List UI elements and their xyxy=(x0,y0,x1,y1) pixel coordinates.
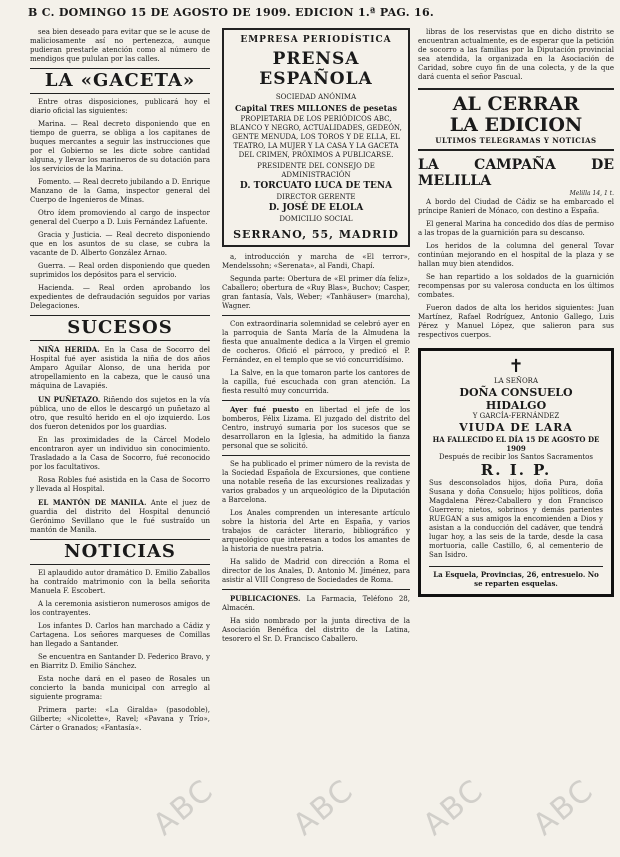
article-paragraph: a, introducción y marcha de «El terror», Mendelssohn; «Serenata», al Fandi, Chapí. xyxy=(222,253,410,270)
column-middle xyxy=(222,28,410,848)
article-paragraph: Ha salido de Madrid con dirección a Roma el director de los Anales, D. Antonio M. Jiménez, para asistir al VIII Congreso de Sociedades de Roma. xyxy=(222,558,410,584)
noticia-item: Esta noche dará en el paseo de Rosales un concierto la banda municipal con arreglo al siguiente programa: xyxy=(30,675,210,701)
divider xyxy=(222,400,410,401)
article-paragraph: Segunda parte: Obertura de «El primer día feliz», Caballero; obertura de «Ruy Blas», Buchov; Casper, gran fantasía, Vals, Weber; «Tanhäuser» (marcha), Wagner. xyxy=(222,275,410,310)
noticia-item: Los infantes D. Carlos han marchado a Cádiz y Cartagena. Los señores marqueses de Comillas han llegado a Santander. xyxy=(30,622,210,648)
gaceta-item: Hacienda. — Real orden aprobando los expedientes de defraudación seguidos por varias Delegaciones. xyxy=(30,284,210,310)
ad-director-name: D. JOSÉ DE ELOLA xyxy=(268,203,364,213)
ad-line: DIRECTOR GERENTE xyxy=(276,193,356,201)
suceso-lead: EL MANTÓN DE MANILA. xyxy=(38,498,147,507)
article-paragraph: Se ha publicado el primer número de la revista de la Sociedad Española de Excursiones, que contiene una notable reseña de las excursiones realizadas y varios grabados y un arqueológico de la Diputación a Barcelona. xyxy=(222,460,410,504)
column-left xyxy=(30,28,210,848)
noticia-item: Se encuentra en Santander D. Federico Bravo, y en Biarritz D. Emilio Sánchez. xyxy=(30,653,210,670)
banner-line-1: AL CERRAR xyxy=(452,93,580,115)
article-paragraph: Los Anales comprenden un interesante artículo sobre la historia del Arte en España, y varios trabajos de carácter literario, bibliográfico y arqueológico que interesan a todos los amantes de la historia de nuestra patria. xyxy=(222,509,410,553)
obituary-line: LA SEÑORA xyxy=(493,377,539,385)
article-paragraph: Con extraordinaria solemnidad se celebró ayer en la parroquia de Santa María de la Almudena la fiesta que anualmente dedica a la Virgen el gremio de cocheros. Ofició el párroco, y predicó el P. Fernández, en el templo que se vió concurridísimo. xyxy=(222,320,410,364)
obituary-date: HA FALLECIDO EL DÍA 15 DE AGOSTO DE 1909 xyxy=(432,435,600,453)
noticia-item: A la ceremonia asistieron numerosos amigos de los contrayentes. xyxy=(30,600,210,617)
article-paragraph: Los heridos de la columna del general Tovar continúan mejorando en el hospital de la plaza y se hallan muy bien atendidos. xyxy=(418,242,614,268)
prensa-espanola-ad xyxy=(222,28,410,247)
suceso-item: Rosa Robles fué asistida en la Casa de Socorro y llevada al Hospital. xyxy=(30,476,210,493)
article-paragraph: El general Marina ha concedido dos días de permiso a las tropas de la guarnición para su descanso. xyxy=(418,220,614,237)
noticia-item: El aplaudido autor dramático D. Emilio Zaballos ha contraído matrimonio con la bella señorita Manuela F. Escobert. xyxy=(30,569,210,595)
suceso-lead: UN PUÑETAZO. xyxy=(38,395,101,404)
banner-line-2: LA EDICION xyxy=(449,114,583,136)
gaceta-item: Fomento. — Real decreto jubilando a D. Enrique Manzano de la Gama, inspector general del Cuerpo de Ingenieros de Minas. xyxy=(30,178,210,204)
suceso-item: EL MANTÓN DE MANILA. Ante el juez de guardia del distrito del Hospital denunció Gerónimo Sevillano que le fué sustraído un mantón de Manila. xyxy=(30,498,210,534)
obituary-line: Después de recibir los Santos Sacramentos xyxy=(439,453,593,461)
article-paragraph: A bordo del Ciudad de Cádiz se ha embarcado el príncipe Ranieri de Mónaco, con destino a España. xyxy=(418,198,614,215)
melilla-heading: LA CAMPAÑA DE MELILLA xyxy=(418,157,614,189)
sucesos-heading: SUCESOS xyxy=(30,315,210,341)
obituary-body: Sus desconsolados hijos, doña Pura, doña Susana y doña Consuelo; hijos políticos, doña Magdalena Pérez-Caballero y don Francisco Guerrero; nietos, sobrinos y demás parientes RUEGAN a sus amigos la encomienden a Dios y asistan a la conducción del cadáver, que tendrá lugar hoy, a las seis de la tarde, desde la casa mortuoria, calle Castillo, 6, al cementerio de San Isidro. xyxy=(429,479,603,559)
ad-kicker: EMPRESA PERIODÍSTICA xyxy=(240,35,392,45)
dateline: Melilla 14, 1 t. xyxy=(569,190,614,197)
ad-title: PRENSA ESPAÑOLA xyxy=(259,49,373,89)
ad-line: PRESIDENTE DEL CONSEJO DE ADMINISTRACIÓN xyxy=(257,162,375,179)
banner-subtitle: ULTIMOS TELEGRAMAS Y NOTICIAS xyxy=(435,136,597,145)
article-paragraph: PUBLICACIONES. La Farmacia, Teléfono 28, Almacén. xyxy=(222,594,410,612)
article-paragraph: Ha sido nombrado por la junta directiva de la Asociación Benéfica del distrito de la Latina, tesorero el Sr. D. Francisco Caballero. xyxy=(222,617,410,643)
gaceta-item: Gracia y Justicia. — Real decreto disponiendo que en los asuntos de su clase, se cubra la vacante de D. Alberto González Arnao. xyxy=(30,231,210,257)
watermark: ABC xyxy=(146,772,221,843)
gaceta-lead: Entre otras disposiciones, publicará hoy el diario oficial las siguientes: xyxy=(30,98,210,115)
suceso-item: En las proximidades de la Cárcel Modelo encontraron ayer un individuo sin conocimiento. Trasladado a la Casa de Socorro, fué reconocido por los facultativos. xyxy=(30,436,210,471)
obituary-notice xyxy=(418,348,614,597)
cross-icon: ✝ xyxy=(508,356,524,377)
noticia-item: Primera parte: «La Giralda» (pasodoble), Gilberte; «Nicolette», Ravel; «Pavana y Trío», Cárter o Granados; «Fantasía». xyxy=(30,706,210,732)
noticias-heading: NOTICIAS xyxy=(30,539,210,565)
ad-line: PROPIETARIA DE LOS PERIÓDICOS ABC, BLANCO Y NEGRO, ACTUALIDADES, GEDEÓN, GENTE MENUDA, LOS TOROS Y DE ELLA, EL TEATRO, LA MUJER Y LA CASA Y LA GACETA DEL CRIMEN, PRÓXIMOS A PUBLICARSE. xyxy=(230,115,402,159)
page-header: B C. DOMINGO 15 DE AGOSTO DE 1909. EDICION 1.ª PAG. 16. xyxy=(28,6,435,19)
gaceta-item: Guerra. — Real orden disponiendo que queden suprimidos los depósitos para el servicio. xyxy=(30,262,210,279)
intro-paragraph: sea bien deseado para evitar que se le acuse de maliciosamente así no pertenezca, aunque pudieran prestarle atención como al número de mendigos que pululan por las calles. xyxy=(30,28,210,63)
divider xyxy=(222,589,410,590)
watermark: ABC xyxy=(286,772,361,843)
watermark: ABC xyxy=(416,772,491,843)
gaceta-item: Marina. — Real decreto disponiendo que en tiempo de guerra, se obliga a los capitanes de buques mercantes a seguir las instrucciones que por el Gobierno se les dicte sobre cantidad alguna, y llevar los marineros de su dotación para los servicios de la Marina. xyxy=(30,120,210,173)
article-paragraph: libras de los reservistas que en dicho distrito se encuentran actualmente, es de esperar que la petición de socorro a las familias por la Diputación provincial sea atendida, la organizada en la Asociación de Caridad, sobre cuyo fin de una colecta, y de la que dará cuenta el señor Pascual. xyxy=(418,28,614,81)
article-paragraph: Fueron dados de alta los heridos siguientes: Juan Martínez, Rafael Rodríguez, Antonio Gallego, Luis Pérez y Manuel López, que salieron para sus respectivos cuerpos. xyxy=(418,304,614,339)
column-right xyxy=(418,28,614,848)
ad-capital: Capital TRES MILLONES de pesetas xyxy=(234,103,398,113)
article-paragraph: La Salve, en la que tomaron parte los cantores de la capilla, fué escuchada con gran atención. La fiesta resultó muy concurrida. xyxy=(222,369,410,395)
gaceta-heading: LA «GACETA» xyxy=(30,68,210,94)
article-paragraph: Se han repartido a los soldados de la guarnición recompensas por su valerosa conducta en los últimos combates. xyxy=(418,273,614,299)
divider xyxy=(222,455,410,456)
deceased-name: DOÑA CONSUELO HIDALGO xyxy=(459,386,573,412)
obituary-footer: La Esquela, Provincias, 26, entresuelo. No se reparten esquelas. xyxy=(429,566,603,588)
suceso-item: NIÑA HERIDA. En la Casa de Socorro del Hospital fué ayer asistida la niña de dos años Amparo Aguilar Alonso, de una herida por atropellamiento en la cabeza, que le causó una máquina de Lavapiés. xyxy=(30,345,210,390)
ad-address: SERRANO, 55, MADRID xyxy=(233,228,399,241)
ad-line: DOMICILIO SOCIAL xyxy=(279,215,353,223)
gaceta-item: Otro ídem promoviendo al cargo de inspector general del Cuerpo a D. Luis Fernández Lafuente. xyxy=(30,209,210,226)
rip-mark: R. I. P. xyxy=(480,461,552,479)
watermark: ABC xyxy=(526,772,601,843)
deceased-title: VIUDA DE LARA xyxy=(459,421,573,434)
ad-line: SOCIEDAD ANÓNIMA xyxy=(275,93,357,101)
suceso-lead: NIÑA HERIDA. xyxy=(38,345,100,354)
ad-president-name: D. TORCUATO LUCA DE TENA xyxy=(239,181,393,191)
divider xyxy=(222,315,410,316)
al-cerrar-banner xyxy=(418,88,614,151)
suceso-item: UN PUÑETAZO. Riñendo dos sujetos en la vía pública, uno de ellos le descargó un puñetazo al otro, que resultó herido en el ojo izquierdo. Los dos fueron detenidos por los guardias. xyxy=(30,395,210,431)
article-paragraph: Ayer fué puesto en libertad el jefe de los bomberos, Félix Lizama. El juzgado del distrito del Centro, instruyó sumaria por los sucesos que se desarrollaron en la Iglesia, ha admitido la fianza personal que se solicitó. xyxy=(222,405,410,450)
obituary-line: Y GARCÍA-FERNÁNDEZ xyxy=(472,412,560,420)
